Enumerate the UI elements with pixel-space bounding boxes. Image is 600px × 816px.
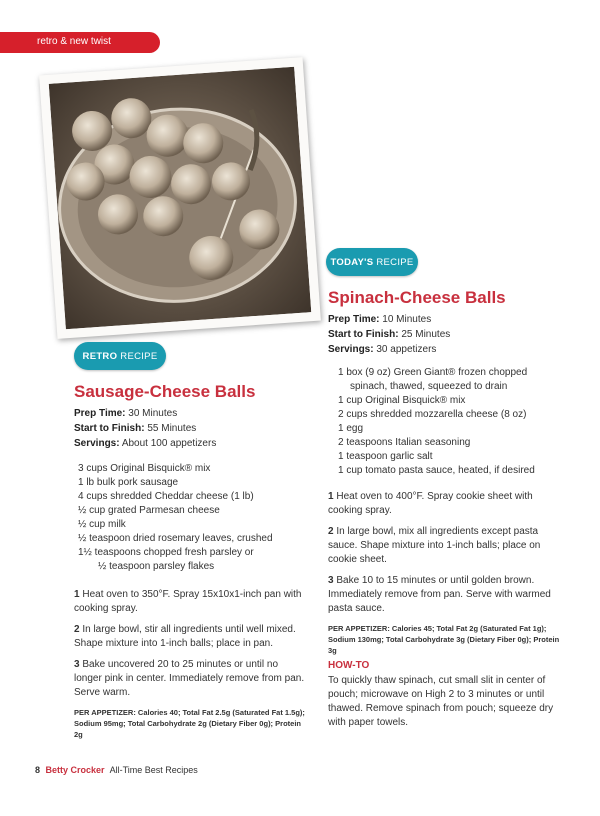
step: 3 Bake uncovered 20 to 25 minutes or until no longer pink in center. Immediately remove from pan. Serve warm. xyxy=(74,659,305,698)
badge-bold-text: TODAY'S xyxy=(330,256,374,268)
ingredient: 1 cup tomato pasta sauce, heated, if desired xyxy=(338,465,535,476)
ingredient: 1 teaspoon garlic salt xyxy=(338,451,433,462)
step: 2 In large bowl, stir all ingredients until well mixed. Shape mixture into 1-inch balls; place in pan. xyxy=(74,624,296,649)
nutrition-info: PER APPETIZER: Calories 45; Total Fat 2g (Saturated Fat 1g); Sodium 130mg; Total Carbohydrate 3g (Dietary Fiber 0g); Protein 3g xyxy=(328,624,560,655)
ingredient: 4 cups shredded Cheddar cheese (1 lb) xyxy=(78,491,254,502)
retro-steps xyxy=(74,588,306,747)
sausage-cheese-balls-photo xyxy=(49,67,312,330)
ingredient: 2 teaspoons Italian seasoning xyxy=(338,437,471,448)
step: 2 In large bowl, mix all ingredients except pasta sauce. Shape mixture into 1-inch balls; place on cookie sheet. xyxy=(328,526,541,565)
step: 1 Heat oven to 350°F. Spray 15x10x1-inch pan with cooking spray. xyxy=(74,589,302,614)
page-footer xyxy=(35,765,198,775)
ingredient: ½ teaspoon dried rosemary leaves, crushed xyxy=(78,533,273,544)
page-number: 8 xyxy=(35,765,41,775)
servings: Servings: About 100 appetizers xyxy=(74,438,217,449)
ingredient: 1 cup Original Bisquick® mix xyxy=(338,395,466,406)
section-banner xyxy=(0,32,160,53)
howto-text: To quickly thaw spinach, cut small slit in center of pouch; microwave on High 2 to 3 minutes or until thawed. Remove spinach from pouch; squeeze dry with paper towels. xyxy=(328,675,554,728)
retro-recipe-badge xyxy=(74,342,166,370)
howto-heading: HOW-TO xyxy=(328,660,370,671)
section-banner-label: retro & new twist xyxy=(37,36,111,47)
ingredient: 1 lb bulk pork sausage xyxy=(78,477,179,488)
ingredient: ½ teaspoon parsley flakes xyxy=(98,561,215,572)
book-title: All-Time Best Recipes xyxy=(109,765,198,775)
start-to-finish: Start to Finish: 25 Minutes xyxy=(328,329,451,340)
nutrition-info: PER APPETIZER: Calories 40; Total Fat 2.5g (Saturated Fat 1.5g); Sodium 95mg; Total Carbohydrate 2g (Dietary Fiber 0g); Protein 2g xyxy=(74,708,305,739)
badge-rest-text: RECIPE xyxy=(376,256,414,268)
retro-ingredient-list xyxy=(78,462,308,574)
ingredient: ½ cup grated Parmesan cheese xyxy=(78,505,220,516)
badge-rest-text: RECIPE xyxy=(120,350,158,362)
ingredient: 3 cups Original Bisquick® mix xyxy=(78,463,211,474)
brand-name: Betty Crocker xyxy=(45,765,105,775)
badge-bold-text: RETRO xyxy=(82,350,118,362)
ingredient: 1 egg xyxy=(338,423,364,434)
todays-recipe-title: Spinach-Cheese Balls xyxy=(328,288,506,307)
todays-recipe-badge xyxy=(326,248,418,276)
retro-recipe-meta xyxy=(74,406,216,451)
prep-time: Prep Time: 10 Minutes xyxy=(328,314,432,325)
step: 3 Bake 10 to 15 minutes or until golden brown. Immediately remove from pan. Serve with warmed pasta sauce. xyxy=(328,575,551,614)
step: 1 Heat oven to 400°F. Spray cookie sheet with cooking spray. xyxy=(328,491,533,516)
todays-steps xyxy=(328,490,560,663)
ingredient: 2 cups shredded mozzarella cheese (8 oz) xyxy=(338,409,527,420)
retro-recipe-title: Sausage-Cheese Balls xyxy=(74,382,256,401)
start-to-finish: Start to Finish: 55 Minutes xyxy=(74,423,197,434)
todays-ingredient-list xyxy=(338,366,560,478)
ingredient: 1½ teaspoons chopped fresh parsley or xyxy=(78,547,254,558)
ingredient: ½ cup milk xyxy=(78,519,126,530)
servings: Servings: 30 appetizers xyxy=(328,344,437,355)
recipe-photo xyxy=(39,57,321,339)
todays-recipe-meta xyxy=(328,312,450,357)
ingredient: 1 box (9 oz) Green Giant® frozen chopped spinach, thawed, squeezed to drain xyxy=(338,367,528,392)
photo-frame xyxy=(39,57,321,339)
prep-time: Prep Time: 30 Minutes xyxy=(74,408,178,419)
